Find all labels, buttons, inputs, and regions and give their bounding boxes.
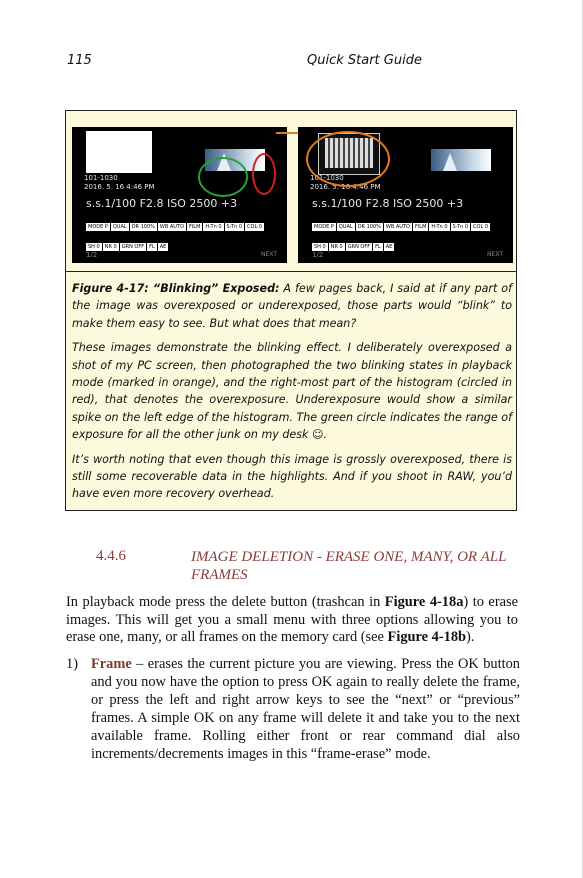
red-circle <box>252 153 276 195</box>
list-term: Frame <box>91 656 132 672</box>
grid-cell: QUAL <box>338 224 353 230</box>
caption-paragraph <box>72 280 512 332</box>
settings-grid <box>86 213 281 253</box>
orange-circle <box>306 131 390 187</box>
figure-caption <box>72 280 512 510</box>
page-indicator: 1/2 <box>86 251 98 259</box>
grid-cell: NR 0 <box>330 244 343 250</box>
figure-images <box>66 111 516 272</box>
grid-cell: DR 100% <box>131 224 155 230</box>
iso: ISO 2500 <box>392 197 444 210</box>
figure-reference: Figure 4-18a <box>384 594 464 610</box>
page-indicator: 1/2 <box>312 251 324 259</box>
shutter: s.s.1/100 <box>312 197 363 210</box>
grid-cell: SH 0 <box>314 244 326 250</box>
grid-cell: WB AUTO <box>159 224 184 230</box>
ev: +3 <box>446 197 464 210</box>
body-text: ) to erase images. This will get you a small menu with three options allowing you to erase one, many, or all frames on the memory card (see <box>66 594 518 646</box>
folder-number: 101-1030 <box>310 174 344 182</box>
aperture: F2.8 <box>139 197 164 210</box>
next-label: NEXT <box>261 251 277 258</box>
date-time: 2016. 5. 16 4:46 PM <box>310 183 381 191</box>
camera-screen-right <box>298 127 513 263</box>
figure-reference: Figure 4-18b <box>387 629 467 646</box>
exposure-line <box>86 197 237 210</box>
list-item <box>66 655 520 763</box>
section-title: IMAGE DELETION - ERASE ONE, MANY, OR ALL FRAMES <box>191 549 507 583</box>
grid-cell: FILM <box>188 224 201 230</box>
body-text: – erases the current picture you are viewing. Press the OK button and you now have the option to press OK again to really delete the frame, or press the left and right arrow keys to see the “next” or “previous” frames. A simple OK on any frame will delete it and take you to the next available frame. Rolling either front or rear command dial also increments/decrements images in this “frame-erase” mode. <box>91 656 520 762</box>
grid-cell: AE <box>159 244 167 250</box>
page-number: 115 <box>67 53 92 68</box>
grid-cell: WB AUTO <box>385 224 410 230</box>
grid-cell: COL 0 <box>247 224 263 230</box>
grid-cell: NR 0 <box>104 244 117 250</box>
grid-cell: FL <box>149 244 155 250</box>
grid-cell: DR 100% <box>357 224 381 230</box>
grid-cell: QUAL <box>112 224 127 230</box>
aperture: F2.8 <box>365 197 390 210</box>
list-marker: 1) <box>66 656 78 672</box>
folder-number: 101-1030 <box>84 174 118 182</box>
ev: +3 <box>220 197 238 210</box>
body-text: In playback mode press the delete button (trashcan in <box>66 594 385 610</box>
caption-paragraph: It’s worth noting that even though this image is grossly overexposed, there is still some recoverable data in the highlights. And if you shoot in RAW, you’d have even more recovery overhead. <box>72 452 512 501</box>
grid-cell: FILM <box>414 224 427 230</box>
grid-cell: GRN OFF <box>121 244 145 250</box>
exposure-line <box>312 197 463 210</box>
caption-text: A few pages back, I said at if any part of the image was overexposed or underexposed, those parts would “blink” to make them easy to see. But what does that mean? <box>72 282 512 330</box>
figure-4-17 <box>65 110 517 511</box>
overexposed-thumbnail <box>86 131 152 173</box>
caption-paragraph: These images demonstrate the blinking effect. I deliberately overexposed a shot of my PC screen, then photographed the two blinking states in playback mode (marked in orange), and the right-most part of the histogram (circled in red), that denotes the overexposure. Underexposure would show a similar spike on the left edge of the histogram. The green circle indicates the range of exposure for all the other junk on my desk ☺. <box>72 341 512 442</box>
grid-cell: S-Tn 0 <box>452 224 469 230</box>
green-circle <box>198 157 248 197</box>
body-paragraph <box>66 594 518 647</box>
camera-screen-left <box>72 127 287 263</box>
grid-cell: H-Tn 0 <box>431 224 448 230</box>
iso: ISO 2500 <box>166 197 218 210</box>
running-header: Quick Start Guide <box>307 53 422 68</box>
grid-cell: H-Tn 0 <box>205 224 222 230</box>
list-item-text <box>91 655 520 763</box>
grid-cell: MODE P <box>314 224 334 230</box>
shutter: s.s.1/100 <box>86 197 137 210</box>
next-label: NEXT <box>487 251 503 258</box>
grid-cell: MODE P <box>88 224 108 230</box>
histogram <box>431 149 491 171</box>
grid-cell: GRN OFF <box>347 244 371 250</box>
grid-cell: AE <box>385 244 393 250</box>
grid-cell: FL <box>375 244 381 250</box>
grid-cell: COL 0 <box>473 224 489 230</box>
date-time: 2016. 5. 16 4:46 PM <box>84 183 155 191</box>
settings-grid <box>312 213 507 253</box>
grid-cell: S-Tn 0 <box>226 224 243 230</box>
body-text: ). <box>466 629 475 646</box>
grid-cell: SH 0 <box>88 244 100 250</box>
caption-label: Figure 4-17: “Blinking” Exposed: <box>72 282 280 295</box>
section-number: 4.4.6 <box>96 548 126 564</box>
